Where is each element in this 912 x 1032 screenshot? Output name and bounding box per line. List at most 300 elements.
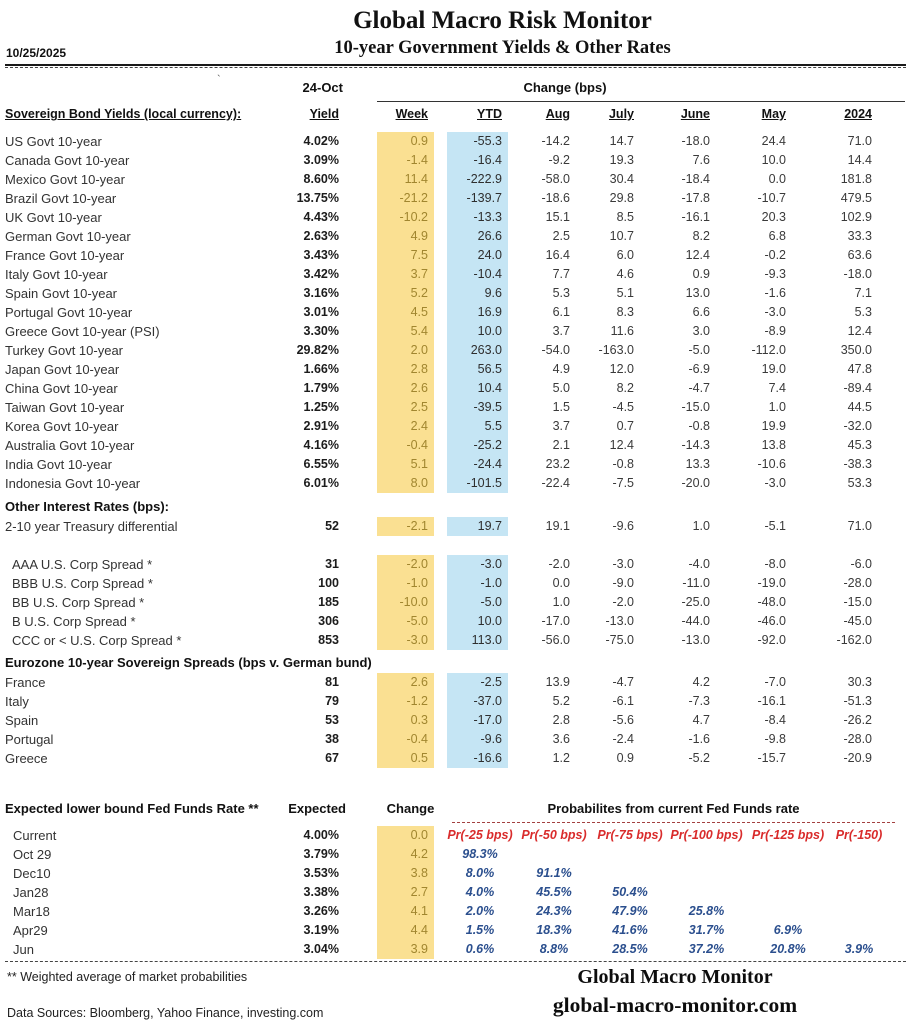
cell-may-change: -3.0 [764, 476, 786, 490]
cell-aug-change: -22.4 [541, 476, 570, 490]
cell-2024-change: -26.2 [843, 713, 872, 727]
cell-may-change: -1.6 [764, 286, 786, 300]
cell-june-change: -6.9 [688, 362, 710, 376]
cell-aug-change: 7.7 [552, 267, 570, 281]
cell-june-change: 1.0 [692, 519, 710, 533]
cell-june-change: -18.4 [681, 172, 710, 186]
cell-2024-change: -28.0 [843, 576, 872, 590]
cell-yield: 1.79% [303, 381, 339, 395]
cell-aug-change: 3.7 [552, 324, 570, 338]
cell-yield: 2.91% [303, 419, 339, 433]
col-header-may: May [761, 107, 786, 121]
cell-ytd-change: -24.4 [447, 455, 508, 474]
cell-2024-change: -45.0 [843, 614, 872, 628]
cell-yield: 13.75% [296, 191, 339, 205]
cell-ytd-change: -16.6 [447, 749, 508, 768]
cell-june-change: -20.0 [681, 476, 710, 490]
cell-aug-change: 2.1 [552, 438, 570, 452]
cell-yield: 4.43% [303, 210, 339, 224]
row-label: Brazil Govt 10-year [5, 191, 117, 206]
cell-aug-change: 5.3 [552, 286, 570, 300]
cell-aug-change: 19.1 [545, 519, 570, 533]
cell-week-change: 4.9 [377, 227, 434, 246]
cell-probability: 6.9% [773, 923, 803, 937]
cell-may-change: -19.0 [757, 576, 786, 590]
cell-week-change: 7.5 [377, 246, 434, 265]
brand-url[interactable]: global-macro-monitor.com [552, 993, 798, 1017]
cell-yield: 3.43% [303, 248, 339, 262]
cell-aug-change: 0.0 [552, 576, 570, 590]
cell-may-change: 19.0 [761, 362, 786, 376]
cell-2024-change: 5.3 [854, 305, 872, 319]
prob-col-header: Pr(-100 bps) [670, 828, 743, 842]
cell-2024-change: 44.5 [847, 400, 872, 414]
table-row [5, 246, 912, 265]
cell-june-change: 3.0 [692, 324, 710, 338]
cell-yield: 3.42% [303, 267, 339, 281]
table-header-row [5, 102, 912, 126]
cell-2024-change: 102.9 [840, 210, 872, 224]
row-label: Spain Govt 10-year [5, 286, 118, 301]
cell-aug-change: -18.6 [541, 191, 570, 205]
row-label: Italy Govt 10-year [5, 267, 108, 282]
table-row [5, 631, 912, 650]
cell-ytd-change: -39.5 [447, 398, 508, 417]
cell-probability: 4.0% [465, 885, 495, 899]
cell-may-change: 19.9 [761, 419, 786, 433]
cell-2024-change: -162.0 [836, 633, 872, 647]
cell-july-change: 10.7 [609, 229, 634, 243]
cell-july-change: -3.0 [612, 557, 634, 571]
cell-june-change: -0.8 [688, 419, 710, 433]
cell-probability: 24.3% [536, 904, 572, 918]
cell-may-change: 0.0 [768, 172, 786, 186]
fed-header-row [5, 800, 912, 826]
cell-week-change: 5.1 [377, 455, 434, 474]
cell-change: 4.2 [377, 845, 434, 864]
row-label: India Govt 10-year [5, 457, 112, 472]
cell-2024-change: 71.0 [847, 519, 872, 533]
col-header-expected: Expected [288, 801, 346, 816]
cell-2024-change: 33.3 [847, 229, 872, 243]
cell-ytd-change: -55.3 [447, 132, 508, 151]
sovereign-yields-table [5, 132, 912, 493]
cell-ytd-change: 24.0 [447, 246, 508, 265]
cell-week-change: 0.5 [377, 749, 434, 768]
cell-july-change: -9.0 [612, 576, 634, 590]
cell-june-change: 8.2 [692, 229, 710, 243]
cell-week-change: -1.2 [377, 692, 434, 711]
col-header-yield: Yield [309, 107, 339, 121]
cell-2024-change: 30.3 [847, 675, 872, 689]
row-label: Italy [5, 694, 29, 709]
cell-may-change: -16.1 [757, 694, 786, 708]
cell-ytd-change: 56.5 [447, 360, 508, 379]
cell-probability: 0.6% [465, 942, 495, 956]
cell-2024-change: 7.1 [854, 286, 872, 300]
cell-2024-change: 479.5 [840, 191, 872, 205]
cell-may-change: 6.8 [768, 229, 786, 243]
cell-week-change: -5.0 [377, 612, 434, 631]
row-label: B U.S. Corp Spread * [12, 614, 136, 629]
cell-may-change: 13.8 [761, 438, 786, 452]
cell-probability: 8.8% [539, 942, 569, 956]
row-label: US Govt 10-year [5, 134, 102, 149]
col-header-sovereign: Sovereign Bond Yields (local currency): [5, 107, 242, 121]
row-label: Current [13, 828, 57, 843]
row-label: France [5, 675, 46, 690]
cell-june-change: 7.6 [692, 153, 710, 167]
cell-ytd-change: -25.2 [447, 436, 508, 455]
cell-yield: 8.60% [303, 172, 339, 186]
cell-july-change: 4.6 [616, 267, 634, 281]
cell-2024-change: 63.6 [847, 248, 872, 262]
cell-expected: 3.38% [303, 885, 339, 899]
cell-ytd-change: 9.6 [447, 284, 508, 303]
row-label: Taiwan Govt 10-year [5, 400, 125, 415]
cell-probability: 41.6% [612, 923, 648, 937]
cell-yield: 3.01% [303, 305, 339, 319]
table-row [5, 398, 912, 417]
cell-ytd-change: -37.0 [447, 692, 508, 711]
cell-june-change: -16.1 [681, 210, 710, 224]
cell-may-change: -9.8 [764, 732, 786, 746]
cell-yield: 67 [325, 751, 339, 765]
cell-aug-change: 15.1 [545, 210, 570, 224]
cell-aug-change: -58.0 [541, 172, 570, 186]
row-label: CCC or < U.S. Corp Spread * [12, 633, 182, 648]
cell-change: 0.0 [377, 826, 434, 845]
cell-ytd-change: -16.4 [447, 151, 508, 170]
brand-block [435, 964, 912, 1019]
cell-yield: 2.63% [303, 229, 339, 243]
cell-ytd-change: -10.4 [447, 265, 508, 284]
cell-probability: 37.2% [688, 942, 725, 956]
col-header-june: June [680, 107, 710, 121]
cell-aug-change: -17.0 [541, 614, 570, 628]
row-label: German Govt 10-year [5, 229, 131, 244]
row-label: UK Govt 10-year [5, 210, 102, 225]
cell-aug-change: 1.5 [552, 400, 570, 414]
cell-july-change: -163.0 [598, 343, 634, 357]
cell-ytd-change: -101.5 [447, 474, 508, 493]
cell-week-change: 0.9 [377, 132, 434, 151]
cell-july-change: 6.0 [616, 248, 634, 262]
prob-col-header: Pr(-50 bps) [521, 828, 587, 842]
cell-july-change: 5.1 [616, 286, 634, 300]
row-label: AAA U.S. Corp Spread * [12, 557, 153, 572]
col-header-change: Change [386, 801, 435, 816]
cell-ytd-change: -1.0 [447, 574, 508, 593]
cell-ytd-change: 26.6 [447, 227, 508, 246]
cell-week-change: -10.2 [377, 208, 434, 227]
cell-ytd-change: -2.5 [447, 673, 508, 692]
cell-yield: 29.82% [296, 343, 339, 357]
cell-ytd-change: 113.0 [447, 631, 508, 650]
cell-week-change: 2.6 [377, 379, 434, 398]
cell-aug-change: -9.2 [548, 153, 570, 167]
row-label: Mexico Govt 10-year [5, 172, 125, 187]
row-label: Portugal Govt 10-year [5, 305, 133, 320]
cell-may-change: 7.4 [768, 381, 786, 395]
cell-july-change: 12.0 [609, 362, 634, 376]
cell-aug-change: -14.2 [541, 134, 570, 148]
row-label: Indonesia Govt 10-year [5, 476, 141, 491]
cell-yield: 31 [325, 557, 339, 571]
table-row [5, 322, 912, 341]
section-header-eurozone: Eurozone 10-year Sovereign Spreads (bps v. German bund) [5, 655, 372, 670]
cell-aug-change: 2.8 [552, 713, 570, 727]
cell-july-change: -0.8 [612, 457, 634, 471]
cell-2024-change: 14.4 [847, 153, 872, 167]
table-row [5, 227, 912, 246]
cell-may-change: -9.3 [764, 267, 786, 281]
cell-week-change: -0.4 [377, 436, 434, 455]
cell-july-change: -5.6 [612, 713, 634, 727]
cell-july-change: 0.7 [616, 419, 634, 433]
cell-aug-change: 5.2 [552, 694, 570, 708]
cell-2024-change: -32.0 [843, 419, 872, 433]
cell-june-change: -18.0 [681, 134, 710, 148]
row-label: Jun [13, 942, 34, 957]
table-row [5, 132, 912, 151]
cell-change: 3.9 [377, 940, 434, 959]
cell-july-change: 8.3 [616, 305, 634, 319]
col-header-2024: 2024 [844, 107, 872, 121]
cell-ytd-change: 10.0 [447, 612, 508, 631]
cell-yield: 306 [318, 614, 339, 628]
row-label: Dec10 [13, 866, 51, 881]
cell-july-change: -4.7 [612, 675, 634, 689]
cell-week-change: 2.6 [377, 673, 434, 692]
prob-col-header: Pr(-150) [835, 828, 883, 842]
fed-funds-table [5, 826, 912, 959]
table-row [5, 379, 912, 398]
cell-week-change: 2.5 [377, 398, 434, 417]
col-header-ytd: YTD [477, 107, 502, 121]
fed-table-row [5, 883, 912, 902]
row-label: Jan28 [13, 885, 49, 900]
cell-july-change: -7.5 [612, 476, 634, 490]
other-rates-table [5, 517, 912, 650]
cell-2024-change: 47.8 [847, 362, 872, 376]
cell-may-change: 10.0 [761, 153, 786, 167]
row-label: China Govt 10-year [5, 381, 118, 396]
probabilities-header: Probabilites from current Fed Funds rate [452, 800, 895, 823]
cell-2024-change: 12.4 [847, 324, 872, 338]
cell-ytd-change: 16.9 [447, 303, 508, 322]
prob-col-header: Pr(-25 bps) [447, 828, 513, 842]
cell-2024-change: 71.0 [847, 134, 872, 148]
cell-change: 4.4 [377, 921, 434, 940]
cell-change: 3.8 [377, 864, 434, 883]
cell-june-change: 13.0 [685, 286, 710, 300]
cell-june-change: 0.9 [692, 267, 710, 281]
cell-probability: 25.8% [688, 904, 725, 918]
footnote: ** Weighted average of market probabilities [7, 970, 248, 984]
row-label: Apr29 [13, 923, 48, 938]
cell-probability: 3.9% [844, 942, 874, 956]
cell-aug-change: 23.2 [545, 457, 570, 471]
asof-date-label: 24-Oct [302, 80, 343, 95]
table-row [5, 474, 912, 493]
cell-may-change: -3.0 [764, 305, 786, 319]
brand-name: Global Macro Monitor [577, 966, 773, 988]
cell-july-change: -2.4 [612, 732, 634, 746]
change-bps-label: Change (bps) [523, 80, 607, 95]
row-label: Australia Govt 10-year [5, 438, 135, 453]
table-row [5, 749, 912, 768]
table-row [5, 360, 912, 379]
cell-may-change: -48.0 [757, 595, 786, 609]
cell-june-change: 12.4 [685, 248, 710, 262]
table-row [5, 711, 912, 730]
row-label: Portugal [5, 732, 54, 747]
cell-ytd-change: 5.5 [447, 417, 508, 436]
cell-2024-change: 181.8 [840, 172, 872, 186]
cell-aug-change: 16.4 [545, 248, 570, 262]
fed-funds-section [5, 800, 912, 959]
cell-aug-change: 3.6 [552, 732, 570, 746]
cell-july-change: 12.4 [609, 438, 634, 452]
row-label: France Govt 10-year [5, 248, 125, 263]
cell-july-change: 8.2 [616, 381, 634, 395]
cell-week-change: 3.7 [377, 265, 434, 284]
cell-week-change: -21.2 [377, 189, 434, 208]
cell-aug-change: 1.0 [552, 595, 570, 609]
cell-ytd-change: 10.0 [447, 322, 508, 341]
cell-may-change: -92.0 [757, 633, 786, 647]
cell-yield: 185 [318, 595, 339, 609]
cell-aug-change: 13.9 [545, 675, 570, 689]
table-row [5, 593, 912, 612]
cell-2024-change: -89.4 [843, 381, 872, 395]
eurozone-spreads-table [5, 673, 912, 768]
cell-week-change: 5.2 [377, 284, 434, 303]
cell-aug-change: 4.9 [552, 362, 570, 376]
cell-2024-change: -6.0 [850, 557, 872, 571]
cell-yield: 81 [325, 675, 339, 689]
cell-yield: 100 [318, 576, 339, 590]
cell-ytd-change: -222.9 [447, 170, 508, 189]
cell-may-change: -7.0 [764, 675, 786, 689]
cell-july-change: 19.3 [609, 153, 634, 167]
cell-2024-change: 350.0 [840, 343, 872, 357]
fed-table-row [5, 845, 912, 864]
cell-june-change: 4.7 [692, 713, 710, 727]
table-row [5, 436, 912, 455]
cell-week-change: -1.0 [377, 574, 434, 593]
spacer-row [5, 536, 912, 555]
cell-june-change: -14.3 [681, 438, 710, 452]
table-row [5, 612, 912, 631]
cell-expected: 3.53% [303, 866, 339, 880]
row-label: BBB U.S. Corp Spread * [12, 576, 153, 591]
cell-ytd-change: -17.0 [447, 711, 508, 730]
cell-june-change: -17.8 [681, 191, 710, 205]
table-row [5, 208, 912, 227]
cell-probability: 91.1% [536, 866, 572, 880]
cell-week-change: 0.3 [377, 711, 434, 730]
cell-june-change: 4.2 [692, 675, 710, 689]
cell-june-change: -1.6 [688, 732, 710, 746]
cell-aug-change: -2.0 [548, 557, 570, 571]
page-subtitle: 10-year Government Yields & Other Rates [334, 38, 671, 58]
cell-july-change: 30.4 [609, 172, 634, 186]
cell-aug-change: 2.5 [552, 229, 570, 243]
report-date: 10/25/2025 [6, 46, 67, 60]
table-row [5, 284, 912, 303]
cell-may-change: 20.3 [761, 210, 786, 224]
cell-expected: 3.26% [303, 904, 339, 918]
cell-2024-change: -18.0 [843, 267, 872, 281]
page-title: Global Macro Risk Monitor [353, 7, 652, 34]
cell-july-change: -2.0 [612, 595, 634, 609]
table-row [5, 189, 912, 208]
col-header-aug: Aug [545, 107, 570, 121]
cell-may-change: -10.7 [757, 191, 786, 205]
table-row [5, 341, 912, 360]
cell-aug-change: -54.0 [541, 343, 570, 357]
row-label: Korea Govt 10-year [5, 419, 119, 434]
cell-2024-change: 45.3 [847, 438, 872, 452]
row-label: Canada Govt 10-year [5, 153, 130, 168]
cell-june-change: -11.0 [682, 576, 710, 590]
cell-probability: 1.5% [465, 923, 495, 937]
table-row [5, 574, 912, 593]
cell-july-change: -75.0 [605, 633, 634, 647]
col-header-week: Week [395, 107, 428, 121]
table-row [5, 455, 912, 474]
cell-june-change: 6.6 [692, 305, 710, 319]
prob-col-header: Pr(-75 bps) [597, 828, 663, 842]
cell-july-change: -6.1 [612, 694, 634, 708]
cell-yield: 1.66% [303, 362, 339, 376]
cell-yield: 38 [325, 732, 339, 746]
cell-yield: 1.25% [303, 400, 339, 414]
cell-june-change: -5.0 [688, 343, 710, 357]
cell-yield: 6.01% [303, 476, 339, 490]
row-label: Mar18 [13, 904, 50, 919]
cell-june-change: -7.3 [688, 694, 710, 708]
cell-aug-change: 5.0 [552, 381, 570, 395]
cell-june-change: -13.0 [681, 633, 710, 647]
cell-ytd-change: 19.7 [447, 517, 508, 536]
cell-june-change: 13.3 [685, 457, 710, 471]
cell-probability: 2.0% [465, 904, 495, 918]
cell-yield: 6.55% [303, 457, 339, 471]
cell-2024-change: -38.3 [843, 457, 872, 471]
cell-yield: 853 [318, 633, 339, 647]
cell-week-change: 11.4 [377, 170, 434, 189]
fed-table-row [5, 864, 912, 883]
cell-aug-change: -56.0 [541, 633, 570, 647]
cell-june-change: -15.0 [681, 400, 710, 414]
table-row [5, 170, 912, 189]
cell-june-change: -44.0 [681, 614, 710, 628]
footer [5, 962, 912, 1032]
cell-week-change: -0.4 [377, 730, 434, 749]
cell-ytd-change: -5.0 [447, 593, 508, 612]
cell-yield: 79 [325, 694, 339, 708]
stray-mark: ` [217, 74, 221, 86]
cell-july-change: 11.6 [610, 324, 634, 338]
cell-may-change: 24.4 [761, 134, 786, 148]
fed-table-row [5, 826, 912, 845]
cell-week-change: 2.0 [377, 341, 434, 360]
cell-july-change: 8.5 [616, 210, 634, 224]
section-header-other-rates: Other Interest Rates (bps): [5, 499, 169, 514]
